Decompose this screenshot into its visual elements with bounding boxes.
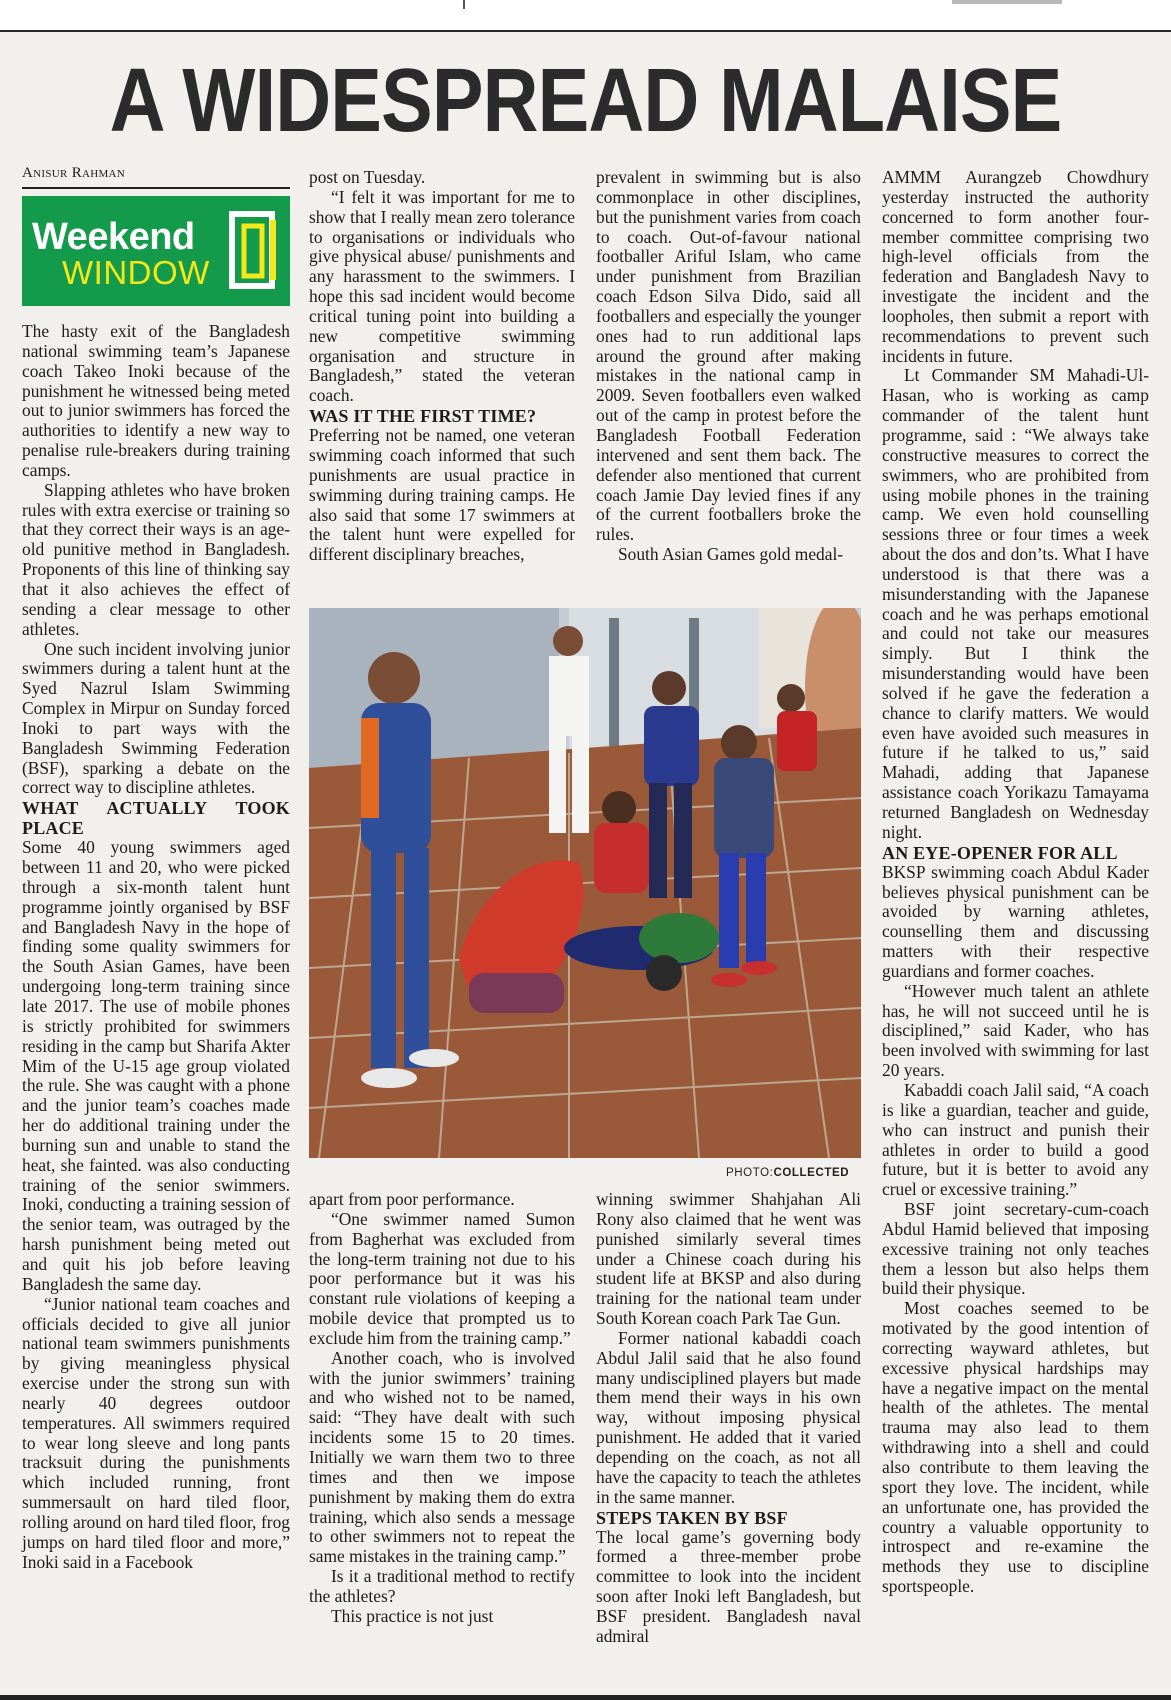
paragraph: BKSP swimming coach Abdul Kader believes physical punishment can be avoided by warning athletes, counselling them and discussing matters with their respective guardians and former coaches.: [882, 861, 1149, 981]
paragraph: One such incident involving junior swimmers during a talent hunt at the Syed Nazrul Islam Swimming Complex in Mirpur on Sunday forced Inoki to part ways with the Bangladesh Swimming Federation (BSF), sparking a debate on the correct way to discipline athletes.: [22, 638, 290, 798]
weekend-window-logo: [22, 196, 290, 306]
column-3-bottom: [596, 1190, 861, 1647]
paragraph: Another coach, who is involved with the junior swimmers’ training and who wished not to be named, said: “They have dealt with such incidents some 15 to 20 times. Initially we warn them two to three times and then we impose punishment by making them do extra training, which also sends a message to other swimmers not to repeat the same mistakes in the training camp.”: [309, 1347, 575, 1567]
paragraph: Some 40 young swimmers aged between 11 and 20, who were picked through a six-month talent hunt programme jointly organised by BSF and Bangladesh Navy in the hope of finding some quality swimmers for the South Asian Games, have been undergoing long-term training since late 2017. The use of mobile phones is strictly prohibited for swimmers residing in the camp but Sharifa Akter Mim of the U-15 age group violated the rule. She was caught with a phone and the junior team’s coaches made her do additional training under the burning sun and unable to stand the heat, she fainted. was also conducting training of the senior swimmers. Inoki, conducting a training session of the senior team, was outraged by the harsh punishment being meted out and quit his job before leaving Bangladesh the same day.: [22, 837, 290, 1294]
paragraph: Slapping athletes who have broken rules with extra exercise or training so that they correct their ways is an age-old punitive method in Bangladesh. Proponents of this line of thinking say that it also achieves the effect of sending a clear message to other athletes.: [22, 479, 290, 639]
logo-line-1: Weekend: [32, 216, 195, 258]
folio-stub: [952, 0, 1062, 4]
column-1: [22, 322, 290, 1572]
subheading: WAS IT THE FIRST TIME?: [309, 406, 537, 427]
paragraph: Kabaddi coach Jalil said, “A coach is like a guardian, teacher and guide, who can instruct and punish their athletes in order to build a good future, but it is better to avoid any cruel or excessive training.”: [882, 1079, 1149, 1200]
paragraph: “I felt it was important for me to show that I really mean zero tolerance to organisations or individuals who give physical abuse/ punishments and any harassment to the swimmers. I hope this sad incident would become critical tuning point into building a new competitive swimming organisation and structure in Bangladesh,” stated the veteran coach.: [309, 186, 575, 406]
subheading: AN EYE-OPENER FOR ALL: [882, 842, 1118, 863]
page-top-strip: [0, 0, 1171, 32]
paragraph: Most coaches seemed to be motivated by the good intention of correcting wayward athletes, but excessive physical hardships may have a negative impact on the mental health of the athletes. The mental trauma may also lead to them withdrawing into a shell and could also contribute to them leaving the sport they love. The incident, while an unfortunate one, has provided the country a valuable opportunity to introspect and re-examine the methods they use to discipline sportspeople.: [882, 1298, 1149, 1597]
paragraph: The local game’s governing body formed a three-member probe committee to look into the incident soon after Inoki left Bangladesh, but BSF president. Bangladesh naval admiral: [596, 1526, 861, 1646]
window-icon: [226, 210, 278, 290]
byline: Anisur Rahman: [22, 165, 126, 181]
headline: A WIDESPREAD MALAISE: [109, 51, 1062, 151]
paragraph: The hasty exit of the Bangladesh national swimming team’s Japanese coach Takeo Inoki because of the punishment he witnessed being meted out to junior swimmers has forced the authorities to identify a new way to penalise rule-breakers during training camps.: [22, 321, 290, 480]
paragraph: prevalent in swimming but is also commonplace in other disciplines, but the punishment varies from coach to coach. Out-of-favour national footballer Ariful Islam, who came under punishment from Brazilian coach Edson Silva Dido, said all footballers and especially the younger ones had to run additional laps around the ground after making mistakes in the national camp in 2009. Seven footballers even walked out of the camp in protest before the Bangladesh Football Federation intervened and sent them back. The defender also mentioned that current coach Jamie Day levied fines if any of the current footballers broke the rules.: [596, 167, 861, 545]
credit-label: PHOTO:: [726, 1167, 774, 1179]
top-divider-tick: [463, 0, 465, 9]
subheading: WHAT ACTUALLY TOOK PLACE: [22, 798, 290, 839]
paragraph: “However much talent an athlete has, he will not succeed until he is disciplined,” said Kader, who has been involved with swimming for last 20 years.: [882, 980, 1149, 1081]
paragraph: Former national kabaddi coach Abdul Jalil said that he also found many undisciplined players but made them mend their ways in his own way, without imposing physical punishment. He added that it varied depending on the coach, as not all have the capacity to teach the athletes in the same manner.: [596, 1327, 861, 1507]
paragraph: winning swimmer Shahjahan Ali Rony also claimed that he went was punished similarly several times under a Chinese coach during his student life at BKSP and also during training for the national team under South Korean coach Park Tae Gun.: [596, 1189, 861, 1329]
paragraph: This practice is not just: [331, 1605, 494, 1626]
column-2-bottom: [309, 1190, 575, 1627]
paragraph: Is it a traditional method to rectify the athletes?: [309, 1566, 575, 1606]
logo-line-2: WINDOW: [62, 254, 210, 291]
credit-source: COLLECTED: [773, 1167, 850, 1179]
paragraph: “One swimmer named Sumon from Bagherhat was excluded from the long-term training not due to his poor performance but it was his constant rule violations of keeping a mobile device that prompted us to exclude him from the training camp.”: [309, 1208, 575, 1348]
photo-credit: [726, 1167, 849, 1179]
paragraph: South Asian Games gold medal-: [618, 544, 844, 565]
paragraph: Preferring not be named, one veteran swimming coach informed that such punishments are usual practice in swimming during training camps. He also said that some 17 swimmers at the talent hunt were expelled for different disciplinary breaches,: [309, 425, 575, 565]
column-3-top: [596, 168, 861, 565]
news-photo: [309, 608, 861, 1158]
paragraph: apart from poor performance.: [309, 1189, 515, 1209]
paragraph: post on Tuesday.: [309, 167, 426, 187]
byline-rule: [22, 187, 290, 189]
column-4: [882, 168, 1149, 1597]
photo-illustration: [309, 608, 861, 1158]
paragraph: BSF joint secretary-cum-coach Abdul Hamid believed that imposing excessive training not only teaches them a lesson but also helps them build their physique.: [882, 1199, 1149, 1299]
paragraph: “Junior national team coaches and officials decided to give all junior national team swimmers punishments by giving meaningless physical exercise under the strong sun with nearly 40 degrees outdoor temperatures. All swimmers required to wear long sleeve and long pants tracksuit during the punishments which included running, front summersault on hard tiled floor, rolling around on hard tiled floor, frog jumps on hard tiled floor and more,” Inoki said in a Facebook: [22, 1293, 290, 1572]
column-2-top: [309, 168, 575, 565]
paragraph: Lt Commander SM Mahadi-Ul-Hasan, who is working as camp commander of the talent hunt programme, said : “We always take constructive measures to correct the swimmers, who are prohibited from using mobile phones in the training camp. We even hold counselling sessions three or four times a week about the dos and don’ts. What I have understood is that there was a misunderstanding with the Japanese coach and he was perhaps emotional and could not take our measures simply. But I think the misunderstanding would have been solved if he gave the federation a chance to clarify matters. We would even have avoided such measures in future if he talked to us,” said Mahadi, adding that Japanese assistance coach Yorikazu Tamayama returned Bangladesh on Wednesday night.: [882, 365, 1149, 842]
subheading: STEPS TAKEN BY BSF: [596, 1507, 788, 1528]
paragraph: AMMM Aurangzeb Chowdhury yesterday instructed the authority concerned to form another four-member committee comprising two high-level officials from the federation and Bangladesh Navy to investigate the incident and the loopholes, then submit a report with recommendations to prevent such incidents in future.: [882, 167, 1149, 366]
bottom-rule: [0, 1695, 1171, 1700]
